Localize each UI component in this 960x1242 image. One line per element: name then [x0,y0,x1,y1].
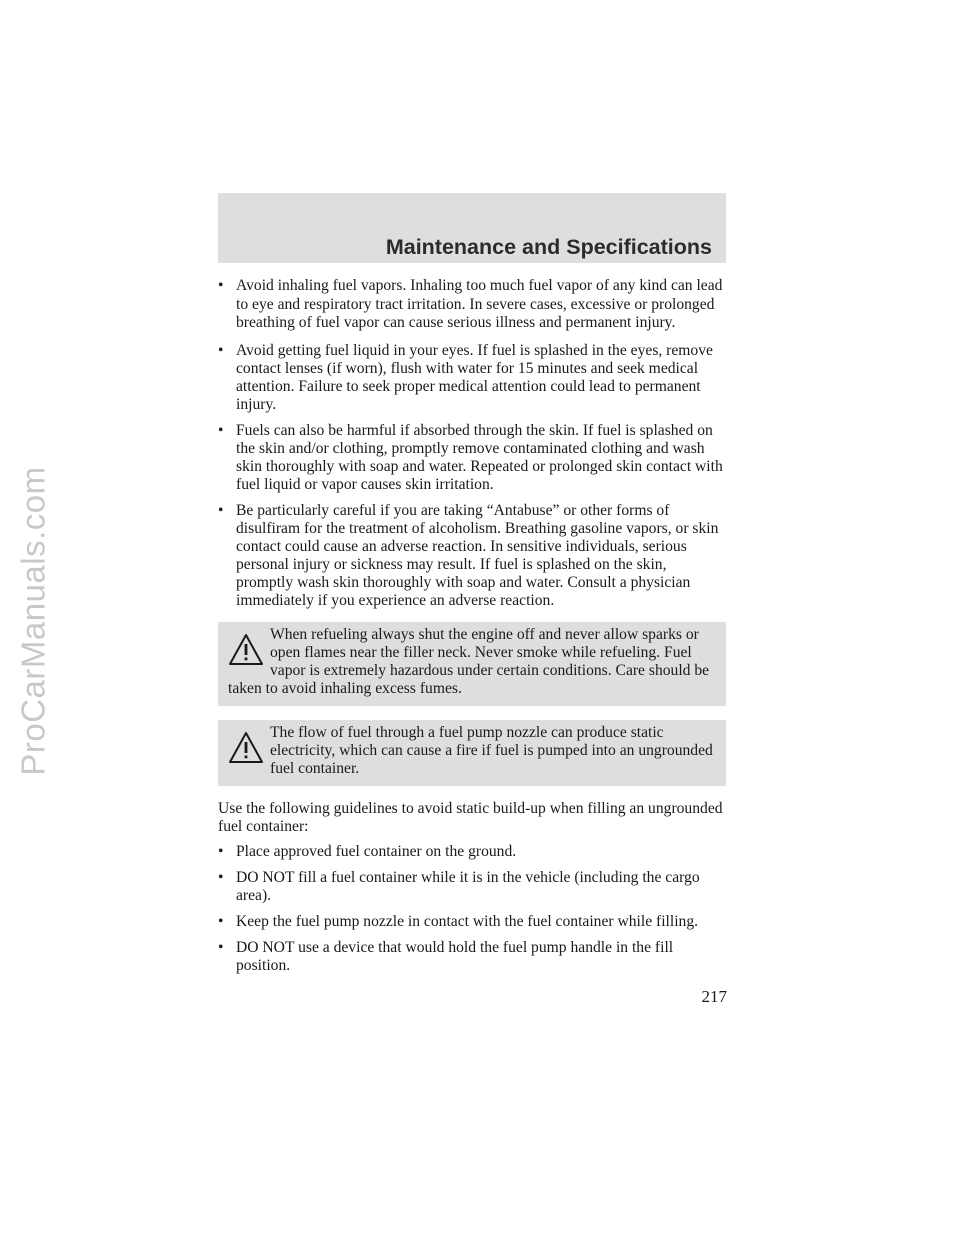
section-header [218,193,726,263]
bullet-text: Keep the fuel pump nozzle in contact with the fuel container while filling. [236,912,699,930]
bullet-dot: • [218,842,224,860]
guidelines-intro: Use the following guidelines to avoid static build-up when filling an ungrounded fuel container: [218,799,723,835]
bullet-item [218,422,726,494]
bullet-item [218,939,726,975]
bullet-item [218,843,726,861]
bullet-dot: • [218,277,224,294]
bullet-dot: • [218,938,224,956]
bullet-text: Be particularly careful if you are taking “Antabuse” or other forms of disulfiram for the treatment of alcoholism. Breathing gasoline vapors, or skin contact could cause an adverse reaction. In sensitive individuals, serious personal injury or sickness may result. If fuel is splashed on the skin, promptly wash skin thoroughly with soap and water. Consult a physician immediately if you experience an adverse reaction. [236,501,719,609]
bullet-item [218,342,726,414]
bullet-dot: • [218,912,224,930]
page-content [218,277,726,983]
warning-box [218,720,726,786]
page-number: 217 [701,987,727,1006]
warning-triangle-icon [228,632,264,668]
warning-text: When refueling always shut the engine off and never allow sparks or open flames near the filler neck. Never smoke while refueling. Fuel vapor is extremely hazardous under certain conditions. Care should be taken to avoid inhaling excess fumes. [228,625,710,697]
bullet-dot: • [218,501,224,519]
watermark-text: ProCarManuals.com [15,466,52,776]
bullet-dot: • [218,868,224,886]
bullet-item [218,502,726,610]
bullet-text: Avoid getting fuel liquid in your eyes. If fuel is splashed in the eyes, remove contact lenses (if worn), flush with water for 15 minutes and seek medical attention. Failure to seek proper medical attention could lead to permanent injury. [236,341,713,413]
warning-text: The flow of fuel through a fuel pump nozzle can produce static electricity, which can cause a fire if fuel is pumped into an ungrounded fuel container. [270,723,713,777]
bullet-item [218,913,726,931]
bullet-item [218,869,726,905]
bullet-item [218,277,726,333]
warning-triangle-icon [228,730,264,766]
watermark [8,10,60,1232]
bullet-text: DO NOT use a device that would hold the fuel pump handle in the fill position. [236,938,674,974]
bullet-text: DO NOT fill a fuel container while it is in the vehicle (including the cargo area). [236,868,700,904]
bullet-dot: • [218,341,224,359]
bullet-text: Avoid inhaling fuel vapors. Inhaling too much fuel vapor of any kind can lead to eye and respiratory tract irritation. In severe cases, excessive or prolonged breathing of fuel vapor can cause serious illness and permanent injury. [236,277,723,331]
bullet-text: Place approved fuel container on the ground. [236,842,517,860]
bullet-text: Fuels can also be harmful if absorbed through the skin. If fuel is splashed on the skin and/or clothing, promptly remove contaminated clothing and wash skin thoroughly with soap and water. Repeated or prolonged skin contact with fuel liquid or vapor causes skin irritation. [236,421,723,493]
warning-box [218,622,726,706]
bullet-dot: • [218,421,224,439]
section-title: Maintenance and Specifications [385,235,712,259]
